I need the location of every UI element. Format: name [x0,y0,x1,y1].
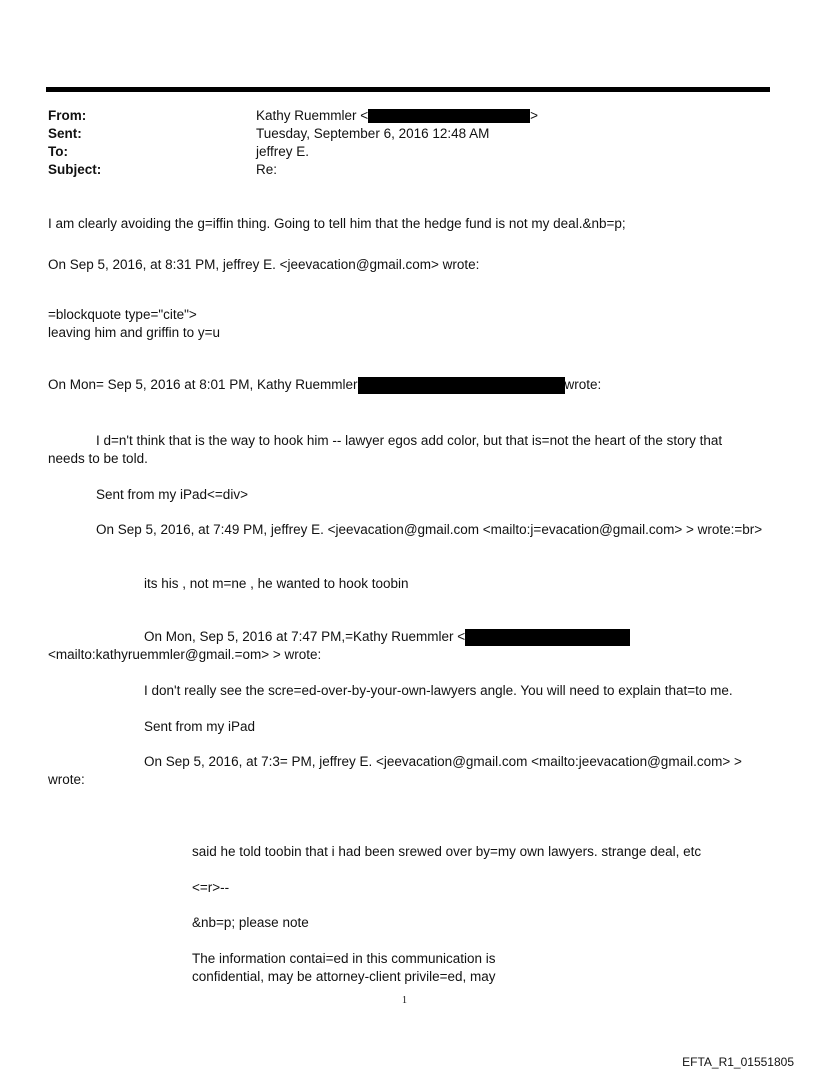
body-line: The information contai=ed in this communication is [192,951,496,966]
body-line: Sent from my iPad<=div> [96,487,248,502]
to-row [48,143,538,161]
quote-attribution: On Sep 5, 2016, at 8:31 PM, jeffrey E. <jeevacation@gmail.com> wrote: [48,257,480,272]
body-line: I d=n't think that is the way to hook him -- lawyer egos add color, but that is=not the heart of the story that [96,433,723,448]
subject-row [48,161,538,179]
body-line: <mailto:kathyruemmler@gmail.=om> > wrote: [48,647,322,662]
body-line: said he told toobin that i had been srewed over by=my own lawyers. strange deal, etc [192,844,702,859]
body-line: leaving him and griffin to y=u [48,325,220,340]
body-line: I don't really see the scre=ed-over-by-your-own-lawyers angle. You will need to explain that=to me. [144,683,733,698]
email-header [48,107,538,179]
body-line: <=r>-- [192,880,230,895]
quote-attribution [144,628,630,646]
document-id: EFTA_R1_01551805 [682,1055,794,1069]
body-line: Sent from my iPad [144,719,256,734]
header-rule [46,87,770,92]
sent-label: Sent: [48,126,82,141]
attribution-text: On Mon, Sep 5, 2016 at 7:47 PM,=Kathy Ruemmler < [144,629,466,644]
redaction-box [358,377,565,394]
redaction-box [368,109,530,123]
subject-label: Subject: [48,162,102,177]
body-line: its his , not m=ne , he wanted to hook toobin [144,576,409,591]
attribution-text: On Mon= Sep 5, 2016 at 8:01 PM, Kathy Ruemmler [48,377,358,392]
to-label: To: [48,144,68,159]
redaction-box [465,629,630,646]
to-value: jeffrey E. [256,144,310,159]
body-line: &nb=p; please note [192,915,309,930]
attribution-wrote: wrote: [564,377,602,392]
quote-attribution: On Sep 5, 2016, at 7:49 PM, jeffrey E. <jeevacation@gmail.com <mailto:j=evacation@gmail.com> > wrote:=br> [96,522,763,537]
body-line: I am clearly avoiding the g=iffin thing. Going to tell him that the hedge fund is not my deal.&nb=p; [48,216,626,231]
page-number: 1 [402,995,407,1006]
subject-value: Re: [256,162,278,177]
sent-row [48,125,538,143]
body-line: wrote: [48,772,85,787]
sent-value: Tuesday, September 6, 2016 12:48 AM [256,126,490,141]
from-label: From: [48,108,87,123]
from-value [256,107,538,125]
quote-attribution: On Sep 5, 2016, at 7:3= PM, jeffrey E. <jeevacation@gmail.com <mailto:jeevacation@gmail.com> > [144,754,742,769]
from-bracket: > [530,108,539,123]
from-row [48,107,538,125]
quote-attribution [48,376,601,394]
body-line: needs to be told. [48,451,148,466]
body-line: =blockquote type="cite"> [48,307,197,322]
body-line: confidential, may be attorney-client privile=ed, may [192,969,496,984]
from-name: Kathy Ruemmler < [256,108,369,123]
